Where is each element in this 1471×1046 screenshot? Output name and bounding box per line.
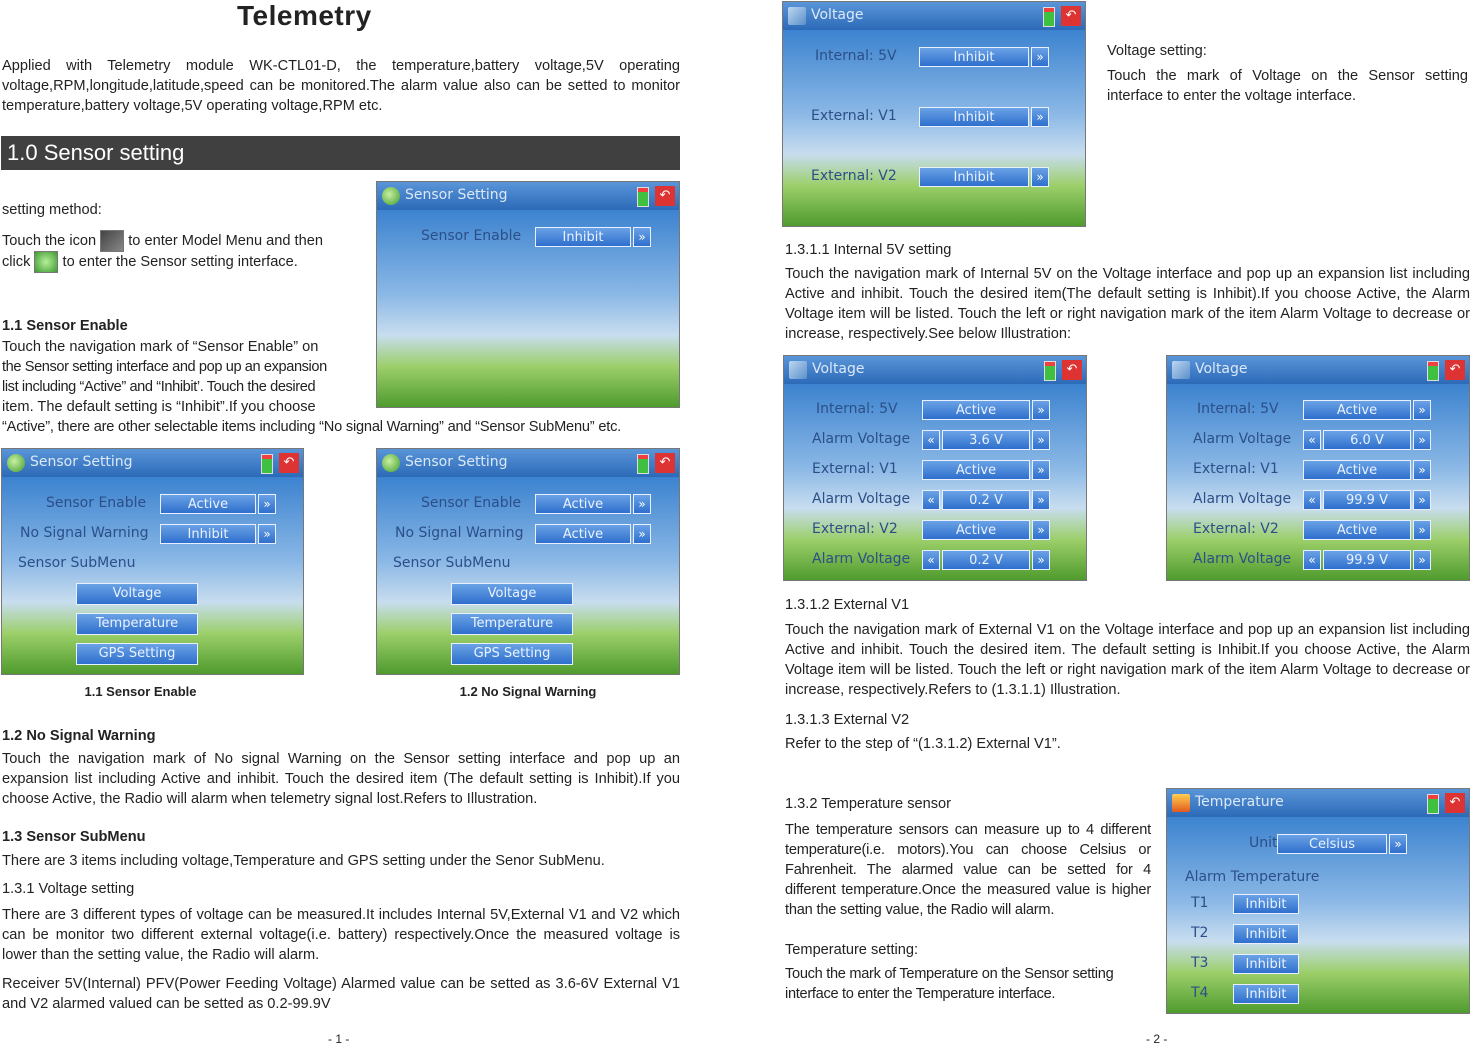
sensor-enable-value[interactable]: Active [535,494,631,514]
internal-5v-label: Internal: 5V [815,48,897,64]
heading-1-3-1-1: 1.3.1.1 Internal 5V setting [785,242,952,258]
sensor-submenu-label: Sensor SubMenu [393,555,511,571]
screen-title: Voltage [812,361,865,377]
heading-1-3-1-2: 1.3.1.2 External V1 [785,597,910,613]
battery-icon [1043,7,1055,27]
battery-icon [1427,794,1439,814]
external-v2-value[interactable]: Inhibit [919,167,1029,187]
screen-sensor-enable [1,448,304,675]
prev-arrow-icon[interactable]: « [1303,490,1321,510]
next-arrow-icon[interactable]: » [1413,490,1431,510]
sensor-enable-value[interactable]: Inhibit [535,227,631,247]
battery-icon [1044,361,1056,381]
next-arrow-icon[interactable]: » [1389,834,1407,854]
sensor-icon [382,454,400,472]
thermometer-icon [1172,794,1190,812]
alarm-voltage-label: Alarm Voltage [1193,491,1292,507]
external-v1-value[interactable]: Active [1303,460,1411,480]
next-arrow-icon[interactable]: » [1413,430,1431,450]
next-arrow-icon[interactable]: » [1032,520,1050,540]
sensor-icon [382,187,400,205]
heading-1-3-2: 1.3.2 Temperature sensor [785,796,952,812]
caption-1-1: 1.1 Sensor Enable [84,684,197,699]
alarm-voltage-label: Alarm Voltage [1193,551,1292,567]
t3-label: T3 [1191,955,1209,971]
screen-title: Sensor Setting [405,187,508,203]
next-arrow-icon[interactable]: » [1032,550,1050,570]
sensor-enable-label: Sensor Enable [421,495,522,511]
alarm-voltage-value[interactable]: 99.9 V [1323,490,1411,510]
touch-text-b: to enter Model Menu and then [128,232,323,249]
screen-title: Sensor Setting [30,454,133,470]
external-v1-label: External: V1 [811,108,897,124]
external-v1-label: External: V1 [812,461,898,477]
temperature-button[interactable]: Temperature [76,613,198,635]
para-1-2: Touch the navigation mark of No signal Warning on the Sensor setting interface and pop up an expansion list including Active and inhibit. Touch the desired item (The default setting is Inhibit).If you choose Active, the Radio will alarm when telemetry signal lost.Refers to Illustration. [2,751,680,807]
unit-value[interactable]: Celsius [1277,834,1387,854]
battery-icon [1427,361,1439,381]
screen-titlebar [783,2,1085,30]
intro-paragraph: Applied with Telemetry module WK-CTL01-D, the temperature,battery voltage,5V operating voltage,RPM,longitude,latitude,speed can be monitored.The alarm value also can be setted to monitor temperature,battery voltage,5V operating voltage,RPM etc. [2,58,680,114]
screen-temperature [1166,788,1470,1014]
gps-setting-button[interactable]: GPS Setting [76,643,198,665]
temperature-button[interactable]: Temperature [451,613,573,635]
touch-instruction-line2 [2,251,362,273]
no-signal-warning-value[interactable]: Active [535,524,631,544]
para-1-3: There are 3 items including voltage,Temperature and GPS setting under the Senor SubMenu. [2,853,605,869]
next-arrow-icon[interactable]: » [1032,400,1050,420]
prev-arrow-icon[interactable]: « [922,490,940,510]
alarm-voltage-value[interactable]: 0.2 V [942,490,1030,510]
para-receiver: Receiver 5V(Internal) PFV(Power Feeding Voltage) Alarmed value can be setted as 3.6-6V External V1 and V2 alarmed valued can be setted as 0.2-99.9V [2,976,680,1012]
alarm-voltage-label: Alarm Voltage [1193,431,1292,447]
alarm-voltage-value[interactable]: 3.6 V [942,430,1030,450]
touch-text-c: click [2,253,31,270]
next-arrow-icon[interactable]: » [1413,550,1431,570]
back-icon[interactable]: ↶ [1061,6,1081,26]
external-v1-label: External: V1 [1193,461,1279,477]
screen-title: Voltage [811,7,864,23]
screen-titlebar [784,356,1086,384]
prev-arrow-icon[interactable]: « [1303,430,1321,450]
voltage-icon [1172,361,1190,379]
screen-title: Temperature [1195,794,1284,810]
para-1-1d: item. The default setting is “Inhibit”.If you choose [2,399,316,415]
voltage-icon [789,361,807,379]
para-1-3-1-3: Refer to the step of “(1.3.1.2) External V1”. [785,736,1061,752]
next-arrow-icon[interactable]: » [258,494,276,514]
prev-arrow-icon[interactable]: « [922,430,940,450]
touch-text-a: Touch the icon [2,232,97,249]
setting-method-label: setting method: [2,202,102,218]
next-arrow-icon[interactable]: » [1413,460,1431,480]
tools-icon [100,230,124,252]
screen-titlebar [2,449,303,477]
alarm-voltage-value[interactable]: 99.9 V [1323,550,1411,570]
external-v2-value[interactable]: Active [922,520,1030,540]
back-icon[interactable]: ↶ [279,453,299,473]
next-arrow-icon[interactable]: » [1032,490,1050,510]
t3-value[interactable]: Inhibit [1233,954,1299,974]
alarm-voltage-label: Alarm Voltage [812,431,911,447]
battery-icon [637,454,649,474]
heading-1-3: 1.3 Sensor SubMenu [2,829,146,845]
t2-value[interactable]: Inhibit [1233,924,1299,944]
next-arrow-icon[interactable]: » [633,227,651,247]
internal-5v-label: Internal: 5V [1197,401,1279,417]
screen-sensor-setting-inhibit [376,181,680,408]
next-arrow-icon[interactable]: » [633,524,651,544]
alarm-voltage-label: Alarm Voltage [812,551,911,567]
screen-no-signal-warning [376,448,680,675]
alarm-voltage-value[interactable]: 0.2 V [942,550,1030,570]
para-1-3-1-2: Touch the navigation mark of External V1 on the Voltage interface and pop up an expansion list including Active and inhibit. Touch the desired item. The default setting is Inhibit.If you choose Active, the Alarm Voltage item will be listed. Touch the left or right navigation mark of the item Alarm Voltage to decrease or increase, respectively.Refers to (1.3.1.1) Illustration. [785,622,1470,698]
no-signal-warning-label: No Signal Warning [395,525,524,541]
external-v2-label: External: V2 [1193,521,1279,537]
screen-titlebar [1167,789,1469,817]
voltage-icon [788,7,806,25]
screen-title: Voltage [1195,361,1248,377]
touch-instruction-line1 [2,230,362,252]
screen-titlebar [1167,356,1469,384]
alarm-voltage-label: Alarm Voltage [812,491,911,507]
heading-1-1: 1.1 Sensor Enable [2,318,128,334]
para-1-3-2: The temperature sensors can measure up to 4 different temperature(i.e. motors).You can choose Celsius or Fahrenheit. The alarmed value can be setted for 4 different temperature.Once the measured value is higher than the setting value, the Radio will alarm. [785,822,1151,918]
alarm-temperature-label: Alarm Temperature [1185,869,1320,885]
external-v1-value[interactable]: Inhibit [919,107,1029,127]
t1-label: T1 [1191,895,1209,911]
voltage-button[interactable]: Voltage [451,583,573,605]
next-arrow-icon[interactable]: » [1031,47,1049,67]
screen-titlebar [377,449,679,477]
back-icon[interactable]: ↶ [655,453,675,473]
page-number-2: - 2 - [1146,1032,1168,1046]
prev-arrow-icon[interactable]: « [1303,550,1321,570]
voltage-button[interactable]: Voltage [76,583,198,605]
next-arrow-icon[interactable]: » [1032,460,1050,480]
external-v2-label: External: V2 [811,168,897,184]
temperature-setting-label: Temperature setting: [785,942,919,958]
next-arrow-icon[interactable]: » [1413,520,1431,540]
next-arrow-icon[interactable]: » [258,524,276,544]
para-1-1c: list including “Active” and “Inhibit’. Touch the desired [2,379,316,395]
next-arrow-icon[interactable]: » [633,494,651,514]
screen-voltage-active-min [783,355,1087,581]
t4-value[interactable]: Inhibit [1233,984,1299,1004]
next-arrow-icon[interactable]: » [1031,167,1049,187]
caption-1-2: 1.2 No Signal Warning [459,684,597,699]
internal-5v-value[interactable]: Active [922,400,1030,420]
back-icon[interactable]: ↶ [1062,360,1082,380]
external-v2-value[interactable]: Active [1303,520,1411,540]
no-signal-warning-value[interactable]: Inhibit [160,524,256,544]
heading-1-2: 1.2 No Signal Warning [2,728,156,744]
back-icon[interactable]: ↶ [1445,360,1465,380]
back-icon[interactable]: ↶ [655,186,675,206]
temperature-touch-text: Touch the mark of Temperature on the Sensor setting interface to enter the Temperature interface. [785,966,1114,1002]
para-1-1b: the Sensor setting interface and pop up an expansion [2,359,327,375]
t4-label: T4 [1191,985,1209,1001]
voltage-setting-label: Voltage setting: [1107,43,1207,59]
touch-text-d: to enter the Sensor setting interface. [62,253,298,270]
t2-label: T2 [1191,925,1209,941]
heading-1-3-1: 1.3.1 Voltage setting [2,881,135,897]
sensor-enable-label: Sensor Enable [46,495,147,511]
page-number-1: - 1 - [328,1032,350,1046]
unit-label: Unit [1249,835,1278,851]
para-1-1e: “Active”, there are other selectable items including “No signal Warning” and “Sensor SubMenu” etc. [2,419,622,435]
internal-5v-value[interactable]: Active [1303,400,1411,420]
sensor-enable-value[interactable]: Active [160,494,256,514]
sensor-icon [7,454,25,472]
sensor-enable-label: Sensor Enable [421,228,522,244]
battery-icon [637,187,649,207]
no-signal-warning-label: No Signal Warning [20,525,149,541]
para-1-3-1: There are 3 different types of voltage can be measured.It includes Internal 5V,External V1 and V2 which can be monitor two different external voltage(i.e. battery) respectively.Once the measured voltage is lower than the setting value, the Radio will alarm. [2,907,680,963]
t1-value[interactable]: Inhibit [1233,894,1299,914]
heading-1-3-1-3: 1.3.1.3 External V2 [785,712,910,728]
screen-voltage-active-max [1166,355,1470,581]
voltage-touch-text: Touch the mark of Voltage on the Sensor setting interface to enter the voltage interface. [1107,68,1468,104]
next-arrow-icon[interactable]: » [1031,107,1049,127]
screen-title: Sensor Setting [405,454,508,470]
internal-5v-label: Internal: 5V [816,401,898,417]
prev-arrow-icon[interactable]: « [922,550,940,570]
para-1-3-1-1: Touch the navigation mark of Internal 5V on the Voltage interface and pop up an expansion list including Active and inhibit. Touch the desired item(The default setting is Inhibit).If you choose Active, the Alarm Voltage item will be listed. Touch the left or right navigation mark of the item Alarm Voltage to decrease or increase, respectively.See below Illustration: [785,266,1470,342]
screen-titlebar [377,182,679,210]
battery-icon [261,454,273,474]
alarm-voltage-value[interactable]: 6.0 V [1323,430,1411,450]
back-icon[interactable]: ↶ [1445,793,1465,813]
screen-voltage-inhibit [782,1,1086,227]
sensor-submenu-label: Sensor SubMenu [18,555,136,571]
section-bar: 1.0 Sensor setting [1,136,680,170]
next-arrow-icon[interactable]: » [1032,430,1050,450]
internal-5v-value[interactable]: Inhibit [919,47,1029,67]
sensor-icon [34,251,58,273]
external-v1-value[interactable]: Active [922,460,1030,480]
para-1-1a: Touch the navigation mark of “Sensor Enable” on [2,339,319,355]
external-v2-label: External: V2 [812,521,898,537]
gps-setting-button[interactable]: GPS Setting [451,643,573,665]
next-arrow-icon[interactable]: » [1413,400,1431,420]
page-title: Telemetry [237,0,372,31]
